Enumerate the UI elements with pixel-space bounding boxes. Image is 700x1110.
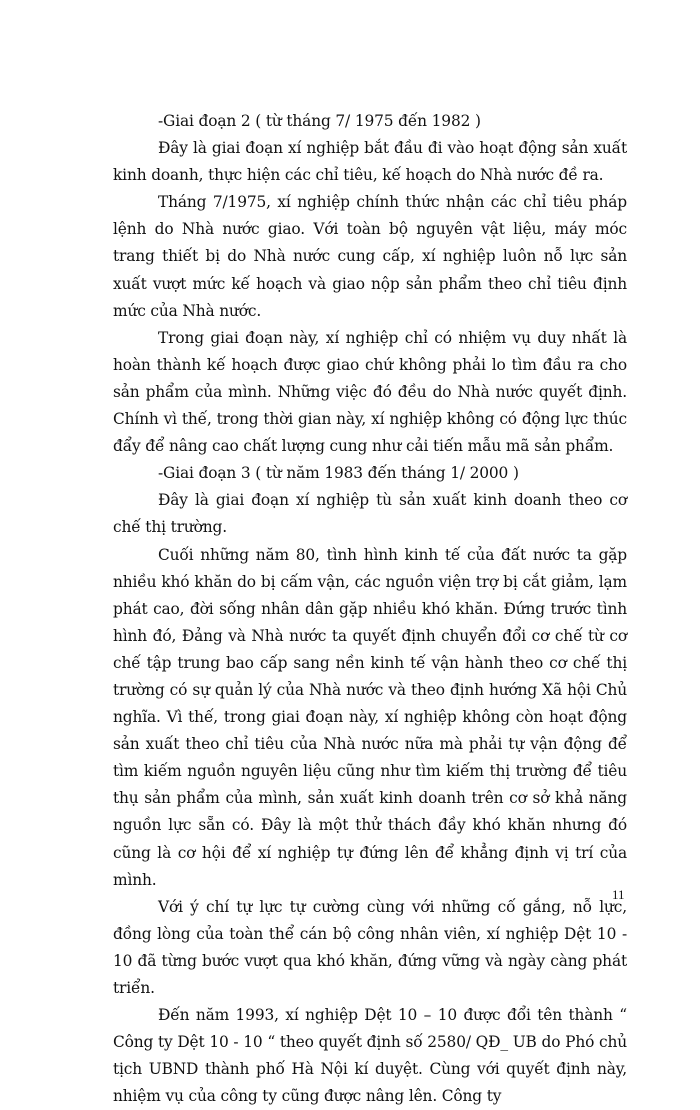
- paragraph: Đây là giai đoạn xí nghiệp bắt đầu đi vào hoạt động sản xuất kinh doanh, thực hiện các chỉ tiêu, kế hoạch do Nhà nước đề ra.: [113, 139, 627, 185]
- paragraph: Cuối những năm 80, tình hình kinh tế của đất nước ta gặp nhiều khó khăn do bị cấm vận, các nguồn viện trợ bị cắt giảm, lạm phát cao, đời sống nhân dân gặp nhiều khó khăn. Đứng trước tình hình đó, Đảng và Nhà nước ta quyết định chuyển đổi cơ chế từ cơ chế tập trung bao cấp sang nền kinh tế vận hành theo cơ chế thị trường có sự quản lý của Nhà nước và theo định hướng Xã hội Chủ nghĩa. Vì thế, trong giai đoạn này, xí nghiệp không còn hoạt động sản xuất theo chỉ tiêu của Nhà nước nữa mà phải tự vận động để tìm kiếm nguồn nguyên liệu cũng như tìm kiếm thị trường để tiêu thụ sản phẩm của mình, sản xuất kinh doanh trên cơ sở khả năng nguồn lực sẵn có. Đây là một thử thách đầy khó khăn nhưng đó cũng là cơ hội để xí nghiệp tự đứng lên để khẳng định vị trí của mình.: [113, 545, 627, 889]
- paragraph: Tháng 7/1975, xí nghiệp chính thức nhận các chỉ tiêu pháp lệnh do Nhà nước giao. Với toàn bộ nguyên vật liệu, máy móc trang thiết bị do Nhà nước cung cấp, xí nghiệp luôn nỗ lực sản xuất vượt mức kế hoạch và giao nộp sản phẩm theo chỉ tiêu định mức của Nhà nước.: [113, 193, 627, 320]
- paragraph: Trong giai đoạn này, xí nghiệp chỉ có nhiệm vụ duy nhất là hoàn thành kế hoạch được giao chứ không phải lo tìm đầu ra cho sản phẩm của mình. Những việc đó đều do Nhà nước quyết định. Chính vì thế, trong thời gian này, xí nghiệp không có động lực thúc đẩy để nâng cao chất lượng cung như cải tiến mẫu mã sản phẩm.: [113, 328, 627, 456]
- paragraph: Đến năm 1993, xí nghiệp Dệt 10 – 10 được đổi tên thành “ Công ty Dệt 10 - 10 “ theo quyết định số 2580/ QĐ_ UB do Phó chủ tịch UBND thành phố Hà Nội kí duyệt. Cùng với quyết định này, nhiệm vụ của công ty cũng được nâng lên. Công ty: [113, 1006, 627, 1106]
- page-number: 11: [612, 887, 625, 902]
- paragraph: Đây là giai đoạn xí nghiệp tù sản xuất kinh doanh theo cơ chế thị trường.: [113, 491, 627, 537]
- section-heading-stage-2: -Giai đoạn 2 ( từ tháng 7/ 1975 đến 1982 ): [158, 112, 481, 130]
- section-heading-stage-3: -Giai đoạn 3 ( từ năm 1983 đến tháng 1/ 2000 ): [158, 464, 519, 483]
- paragraph: Với ý chí tự lực tự cường cùng với những cố gắng, nỗ lực, đồng lòng của toàn thể cán bộ công nhân viên, xí nghiệp Dệt 10 - 10 đã từng bước vượt qua khó khăn, đứng vững và ngày càng phát triển.: [113, 897, 627, 997]
